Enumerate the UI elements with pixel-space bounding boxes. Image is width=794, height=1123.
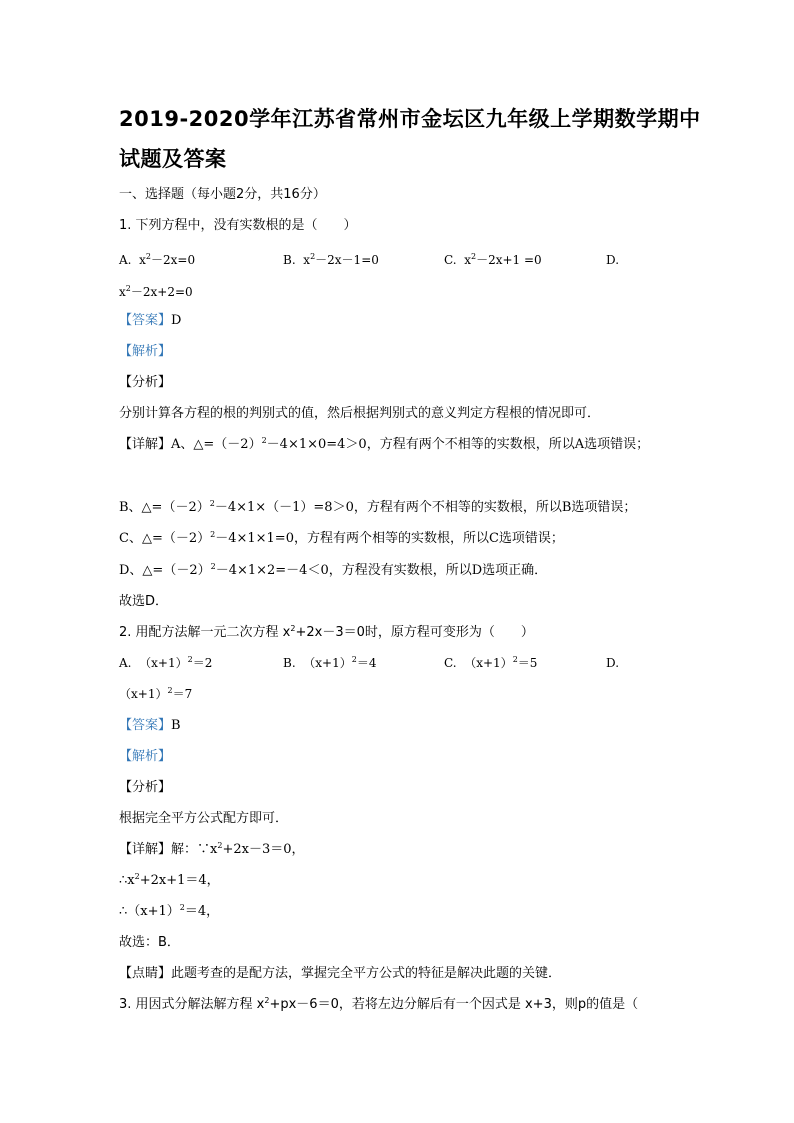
superscript: 2: [210, 530, 216, 539]
option-text: ＝5: [517, 656, 538, 670]
q2-option-d-label: D.: [606, 656, 620, 670]
detail-label: 【详解】: [119, 842, 172, 857]
option-text: ＝2: [192, 656, 213, 670]
detail-text: ∴x: [119, 873, 135, 888]
superscript: 2: [290, 624, 296, 633]
detail-label: 【详解】: [119, 437, 172, 452]
q2-option-a: [119, 655, 212, 671]
q2-option-c: [444, 655, 537, 671]
option-text: ＝4: [356, 656, 377, 670]
q2-fenxi-text: 根据完全平方公式配方即可．: [119, 811, 289, 826]
stem-text: 3. 用因式分解法解方程 x: [119, 997, 265, 1012]
superscript: 2: [209, 499, 215, 508]
q1-option-b: [283, 252, 379, 268]
superscript: 2: [179, 903, 185, 912]
document-title-line2: 试题及答案: [119, 147, 227, 171]
q2-option-d: [119, 686, 192, 702]
superscript: 2: [145, 252, 151, 261]
stem-text: +2x－3＝0时，原方程可变形为（ ）: [295, 625, 534, 640]
detail-text: B、△=（－2）: [119, 500, 210, 515]
answer-label: 【答案】: [119, 718, 172, 733]
option-text: x: [464, 253, 471, 267]
superscript: 2: [261, 436, 267, 445]
q1-detail-c: [119, 531, 564, 547]
section-heading: 一、选择题（每小题2分，共16分）: [119, 187, 326, 202]
dianjing-text: 此题考查的是配方法，掌握完全平方公式的特征是解决此题的关键．: [171, 966, 562, 981]
stem-text: +px－6＝0，若将左边分解后有一个因式是 x+3，则p的值是（: [269, 997, 639, 1012]
superscript: 2: [125, 284, 131, 293]
option-label: A.: [119, 253, 132, 267]
q2-dianjing: [119, 966, 561, 982]
option-label: A.: [119, 656, 132, 670]
option-text: （x+1）: [119, 687, 168, 701]
q1-answer: [119, 313, 181, 329]
option-label: B.: [283, 253, 296, 267]
answer-value: B: [171, 718, 181, 733]
option-label: C.: [444, 253, 457, 267]
superscript: 2: [310, 252, 316, 261]
detail-text: +2x+1＝4，: [139, 873, 220, 888]
q2-fenxi-label: 【分析】: [119, 780, 172, 795]
dianjing-label: 【点睛】: [119, 966, 172, 981]
q1-stem: 1. 下列方程中，没有实数根的是（ ）: [119, 218, 357, 233]
detail-text: －4×1×1=0，方程有两个相等的实数根，所以C选项错误；: [215, 531, 564, 546]
detail-text: －4×1×（－1）=8＞0，方程有两个不相等的实数根，所以B选项错误；: [214, 500, 637, 515]
option-text: （x+1）: [303, 656, 352, 670]
superscript: 2: [134, 872, 140, 881]
q1-detail-b: [119, 500, 636, 516]
document-title-line1: 2019-2020学年江苏省常州市金坛区九年级上学期数学期中: [119, 107, 701, 131]
superscript: 2: [217, 841, 223, 850]
superscript: 2: [264, 996, 270, 1005]
q2-answer: [119, 718, 181, 734]
q2-detail-step2: [119, 873, 220, 889]
option-text: （x+1）: [139, 656, 188, 670]
option-text: －2x+2=0: [130, 285, 193, 299]
option-text: －2x－1=0: [315, 253, 379, 267]
q2-detail-step3: [119, 904, 219, 920]
superscript: 2: [167, 686, 173, 695]
q1-option-d-label: D.: [606, 253, 620, 267]
option-text: （x+1）: [464, 656, 513, 670]
superscript: 2: [512, 655, 518, 664]
option-text: x: [139, 253, 146, 267]
option-text: x: [119, 285, 126, 299]
superscript: 2: [351, 655, 357, 664]
q1-analysis-label: 【解析】: [119, 344, 172, 359]
detail-text: －4×1×0=4＞0，方程有两个不相等的实数根，所以A选项错误；: [266, 437, 650, 452]
q1-option-c: [444, 252, 542, 268]
superscript: 2: [210, 562, 216, 571]
q1-detail-d: [119, 563, 547, 579]
detail-text: A、△=（－2）: [171, 437, 262, 452]
answer-label: 【答案】: [119, 313, 172, 328]
q2-analysis-label: 【解析】: [119, 749, 172, 764]
detail-text: +2x－3＝0，: [222, 842, 305, 857]
answer-value: D: [171, 313, 182, 328]
option-text: x: [303, 253, 311, 267]
detail-text: C、△=（－2）: [119, 531, 211, 546]
superscript: 2: [471, 252, 477, 261]
q1-conclusion: 故选D．: [119, 594, 169, 609]
q1-detail-a: [119, 437, 649, 453]
detail-text: －4×1×2=－4＜0，方程没有实数根，所以D选项正确．: [215, 563, 548, 578]
option-text: ＝7: [172, 687, 193, 701]
q2-option-b: [283, 655, 376, 671]
option-label: B.: [283, 656, 296, 670]
option-text: －2x+1 =0: [476, 253, 542, 267]
superscript: 2: [187, 655, 193, 664]
q2-conclusion: 故选：B．: [119, 935, 180, 950]
q1-fenxi-label: 【分析】: [119, 375, 172, 390]
stem-text: 2. 用配方法解一元二次方程 x: [119, 625, 291, 640]
q2-detail-step1: [119, 842, 305, 858]
detail-text: ∴（x+1）: [119, 904, 180, 919]
detail-text: 解：∵x: [171, 842, 218, 857]
q2-stem: [119, 625, 534, 641]
option-label: C.: [444, 656, 457, 670]
q1-fenxi-text: 分别计算各方程的根的判别式的值，然后根据判别式的意义判定方程根的情况即可．: [119, 406, 601, 421]
q3-stem: [119, 997, 638, 1013]
detail-text: D、△=（－2）: [119, 563, 211, 578]
q1-option-a: [119, 252, 195, 268]
detail-text: ＝4，: [184, 904, 220, 919]
option-text: －2x=0: [151, 253, 196, 267]
q1-option-d: [119, 284, 193, 300]
